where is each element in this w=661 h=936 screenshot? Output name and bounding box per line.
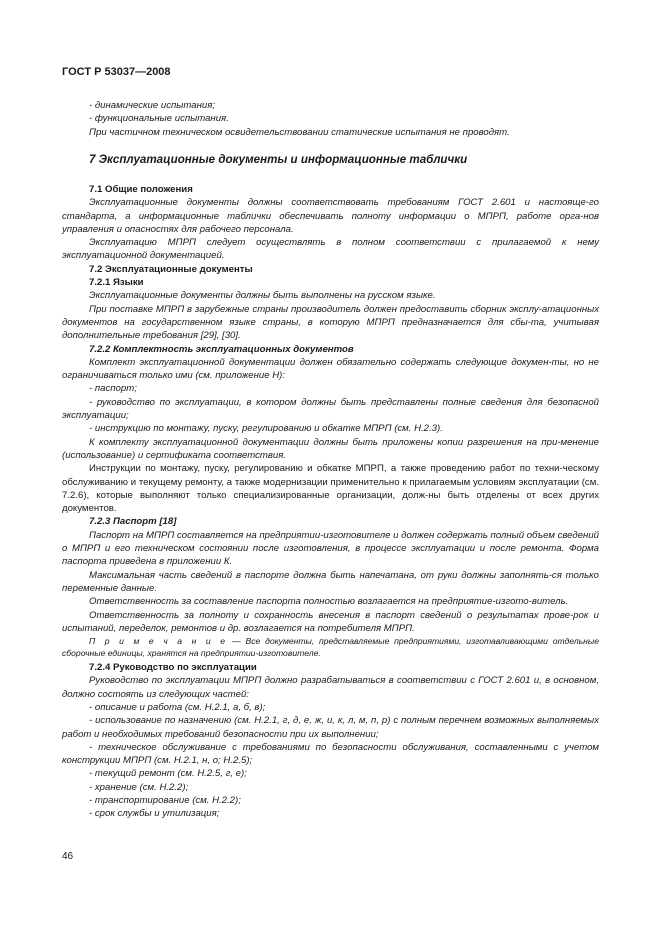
- paragraph: Комплект эксплуатационной документации должен обязательно содержать следующие докумен-ты, но не ограничиваться только ими (см. приложение Н):: [62, 356, 599, 382]
- heading-7-2-1: 7.2.1 Языки: [89, 277, 144, 289]
- list-item: - срок службы и утилизация;: [89, 808, 220, 820]
- note: [62, 635, 599, 659]
- paragraph: Эксплуатационные документы должны соответствовать требованиям ГОСТ 2.601 и настояще-го стандарта, а информационные таблички обеспечивать полноту информации о МПРП, работе орга-нов управления и опасностях для рабочего персонала.: [62, 197, 599, 235]
- list-item: - паспорт;: [89, 383, 137, 395]
- list-item: - функциональные испытания.: [89, 113, 229, 125]
- paragraph: Эксплуатацию МПРП следует осуществлять в полном соответствии с прилагаемой к нему эксплуатационной документацией.: [62, 237, 599, 262]
- list-item: - использование по назначению (см. Н.2.1, г, д, е, ж, и, к, л, м, п, р) с полным перечнем возможных выполняемых работ и необходимых требований безопасности при их выполнении;: [62, 715, 599, 740]
- paragraph: Руководство по эксплуатации МПРП должно разрабатываться в соответствии с ГОСТ 2.601 и, в основном, должно состоять из следующих частей:: [62, 675, 599, 700]
- list-item: - текущий ремонт (см. Н.2.5, г, е);: [89, 768, 247, 780]
- standard-code-header: ГОСТ Р 53037—2008: [62, 66, 171, 78]
- paragraph: К комплекту эксплуатационной документации должны быть приложены копии разрешения на при-менение (использование) и сертификата соответствия.: [62, 436, 599, 461]
- list-item: - транспортирование (см. Н.2.2);: [89, 795, 241, 807]
- heading-7-2-2: 7.2.2 Комплектность эксплуатационных документов: [89, 343, 354, 355]
- intro-block: [62, 99, 599, 139]
- section-7-body: [62, 183, 599, 821]
- list-item: - техническое обслуживание с требованиями по безопасности обслуживания, составленными с учетом конструкции МПРП (см. Н.2.1, н, о; Н.2.5);: [62, 741, 599, 767]
- paragraph: Ответственность за составление паспорта полностью возлагается на предприятие-изгото-витель.: [89, 596, 569, 608]
- page-number: 46: [62, 851, 74, 862]
- paragraph: Максимальная часть сведений в паспорте должна быть напечатана, от руки должны заполнять-ся только переменные данные.: [62, 569, 599, 594]
- heading-7-2-4: 7.2.4 Руководство по эксплуатации: [89, 662, 257, 674]
- section-7-title: 7 Эксплуатационные документы и информационные таблички: [89, 153, 468, 166]
- paragraph: При поставке МПРП в зарубежные страны производитель должен предоставить сборник эксплу-атационных документов на государственном языке страны, в которую МПРП предназначается для сбы-та, учитывая дополнительные требования [29], [30].: [62, 303, 599, 342]
- list-item: - динамические испытания;: [89, 100, 215, 111]
- paragraph: При частичном техническом освидетельствовании статические испытания не проводят.: [89, 126, 510, 138]
- note-label: П р и м е ч а н и е: [89, 636, 228, 647]
- paragraph: Паспорт на МПРП составляется на предприятии-изготовителе и должен содержать полный объем сведений о МПРП и его техническом состоянии после изготовления, в процессе эксплуатации и после ремонта. Форма паспорта приведена в приложении К.: [62, 529, 599, 568]
- note-text: — Все документы, представляемые предприятиями, изготавливающими отдельные сборочные единицы, хранятся на предприятии-изготовителе.: [62, 636, 599, 659]
- list-item: - хранение (см. Н.2.2);: [89, 781, 189, 793]
- paragraph: Эксплуатационные документы должны быть выполнены на русском языке.: [89, 290, 436, 302]
- paragraph: Инструкции по монтажу, пуску, регулированию и обкатке МПРП, а также проведению работ по техни-ческому обслуживанию и текущему ремонту, а также модернизации применительно к прилагаемым условиям эксплуатации (см. 7.2.6), которые выполняют только специализированные организации, долж-ны быть отделены от всех других документов.: [62, 463, 599, 515]
- heading-7-1: 7.1 Общие положения: [89, 184, 193, 195]
- heading-7-2: 7.2 Эксплуатационные документы: [89, 263, 253, 275]
- list-item: - руководство по эксплуатации, в котором должны быть представлены полные сведения для безопасной эксплуатации;: [62, 396, 599, 422]
- heading-7-2-3: 7.2.3 Паспорт [18]: [89, 516, 177, 528]
- paragraph: Ответственность за полноту и сохранность внесения в паспорт сведений о результатах прове-рок и испытаний, переделок, ремонтов и др. возлагается на потребителя МПРП.: [62, 609, 599, 634]
- list-item: - описание и работа (см. Н.2.1, а, б, в);: [89, 701, 266, 713]
- list-item: - инструкцию по монтажу, пуску, регулированию и обкатке МПРП (см. Н.2.3).: [89, 423, 443, 435]
